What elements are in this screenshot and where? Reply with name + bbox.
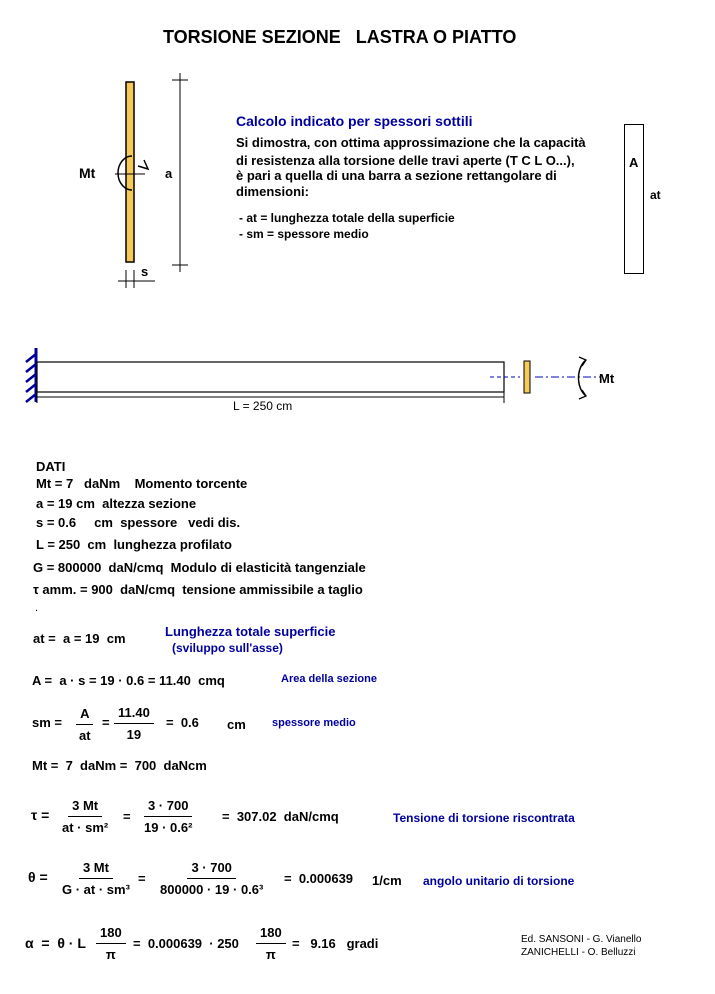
plate-section: [126, 82, 134, 262]
a-label: a: [165, 166, 173, 181]
beam: [37, 362, 504, 392]
sm-den-1: at: [79, 728, 91, 743]
sm-unit: cm: [227, 717, 246, 732]
tau-num-1: 3 Mt: [68, 798, 102, 817]
sm-result: = 0.6: [166, 715, 199, 730]
sm-num-2: 11.40: [114, 705, 154, 724]
theta-fraction-1: [58, 860, 134, 897]
sm-den-2: 19: [126, 727, 142, 742]
calc-A: A = a · s = 19 · 0.6 = 11.40 cmq: [32, 673, 225, 688]
alpha-den-2: π: [265, 947, 276, 962]
alpha-lhs: α = θ · L: [25, 935, 86, 951]
theta-unit: 1/cm: [372, 873, 402, 888]
alpha-den-1: π: [105, 947, 116, 962]
dati-G: G = 800000 daN/cmq Modulo di elasticità tangenziale: [33, 560, 366, 575]
dati-dot: .: [35, 602, 39, 614]
beam-length-label: L = 250 cm: [233, 399, 293, 413]
credit-line-2: ZANICHELLI - O. Belluzzi: [521, 947, 636, 958]
dati-L: L = 250 cm lunghezza profilato: [36, 537, 232, 552]
sm-fraction-2: [114, 705, 154, 742]
tau-eq: =: [123, 809, 131, 824]
desc-line-3: è pari a quella di una barra a sezione rettangolare di: [236, 168, 557, 183]
tau-den-1: at · sm²: [62, 820, 109, 835]
theta-den-2: 800000 · 19 · 0.6³: [160, 882, 264, 897]
dati-title: DATI: [36, 459, 66, 474]
calc-at-note-2: (sviluppo sull'asse): [172, 641, 283, 655]
theta-lhs: θ =: [28, 869, 48, 885]
dati-a: a = 19 cm altezza sezione: [36, 496, 197, 511]
rect-at-label: at: [650, 188, 661, 202]
theta-result: = 0.000639: [284, 871, 354, 886]
desc-bullet-2: - sm = spessore medio: [239, 227, 369, 241]
theta-num-1: 3 Mt: [79, 860, 113, 879]
tau-den-2: 19 · 0.6²: [144, 820, 193, 835]
alpha-fraction-2: [256, 925, 286, 962]
tau-note: Tensione di torsione riscontrata: [393, 811, 575, 825]
theta-num-2: 3 · 700: [187, 860, 235, 879]
beam-mt-label: Mt: [599, 371, 615, 386]
credit-line-1: Ed. SANSONI - G. Vianello: [521, 934, 642, 945]
calc-at-note-1: Lunghezza totale superficie: [165, 624, 336, 639]
beam-diagram: [20, 340, 630, 420]
desc-line-2: di resistenza alla torsione delle travi aperte (T C L O...),: [236, 153, 575, 168]
tau-lhs: τ =: [31, 807, 50, 823]
theta-note: angolo unitario di torsione: [423, 874, 575, 888]
mt-label: Mt: [79, 165, 96, 181]
theta-fraction-2: [156, 860, 267, 897]
tau-num-2: 3 · 700: [144, 798, 192, 817]
calc-A-note: Area della sezione: [281, 673, 377, 685]
dati-tau: τ amm. = 900 daN/cmq tensione ammissibile a taglio: [33, 582, 363, 597]
desc-line-1: Si dimostra, con ottima approssimazione che la capacità: [236, 135, 586, 150]
tau-fraction-1: [58, 798, 112, 835]
desc-heading: Calcolo indicato per spessori sottili: [236, 113, 473, 129]
alpha-middle: = 0.000639 · 250: [133, 936, 239, 951]
tau-fraction-2: [140, 798, 196, 835]
sm-eq: =: [102, 715, 110, 730]
alpha-num-1: 180: [96, 925, 126, 944]
s-label: s: [141, 264, 149, 279]
calc-at: at = a = 19 cm: [33, 631, 126, 646]
theta-eq: =: [138, 871, 146, 886]
calc-sm-lhs: sm =: [32, 715, 62, 730]
equivalent-rectangle: [624, 124, 644, 274]
desc-line-4: dimensioni:: [236, 184, 309, 199]
sm-note: spessore medio: [272, 717, 356, 729]
theta-den-1: G · at · sm³: [62, 882, 130, 897]
sm-num-1: A: [76, 706, 93, 725]
desc-bullet-1: - at = lunghezza totale della superficie: [239, 211, 455, 225]
tau-result: = 307.02 daN/cmq: [222, 809, 339, 824]
section-diagram: [60, 70, 210, 295]
calc-mt: Mt = 7 daNm = 700 daNcm: [32, 758, 207, 773]
dati-s: s = 0.6 cm spessore vedi dis.: [36, 515, 241, 530]
alpha-fraction-1: [96, 925, 126, 962]
alpha-num-2: 180: [256, 925, 286, 944]
page-title: TORSIONE SEZIONE LASTRA O PIATTO: [163, 27, 517, 47]
rect-A-label: A: [629, 155, 639, 170]
alpha-result: = 9.16 gradi: [292, 936, 379, 951]
sm-fraction-1: [75, 706, 95, 743]
dati-mt: Mt = 7 daNm Momento torcente: [36, 476, 248, 491]
beam-end-section: [524, 361, 530, 393]
